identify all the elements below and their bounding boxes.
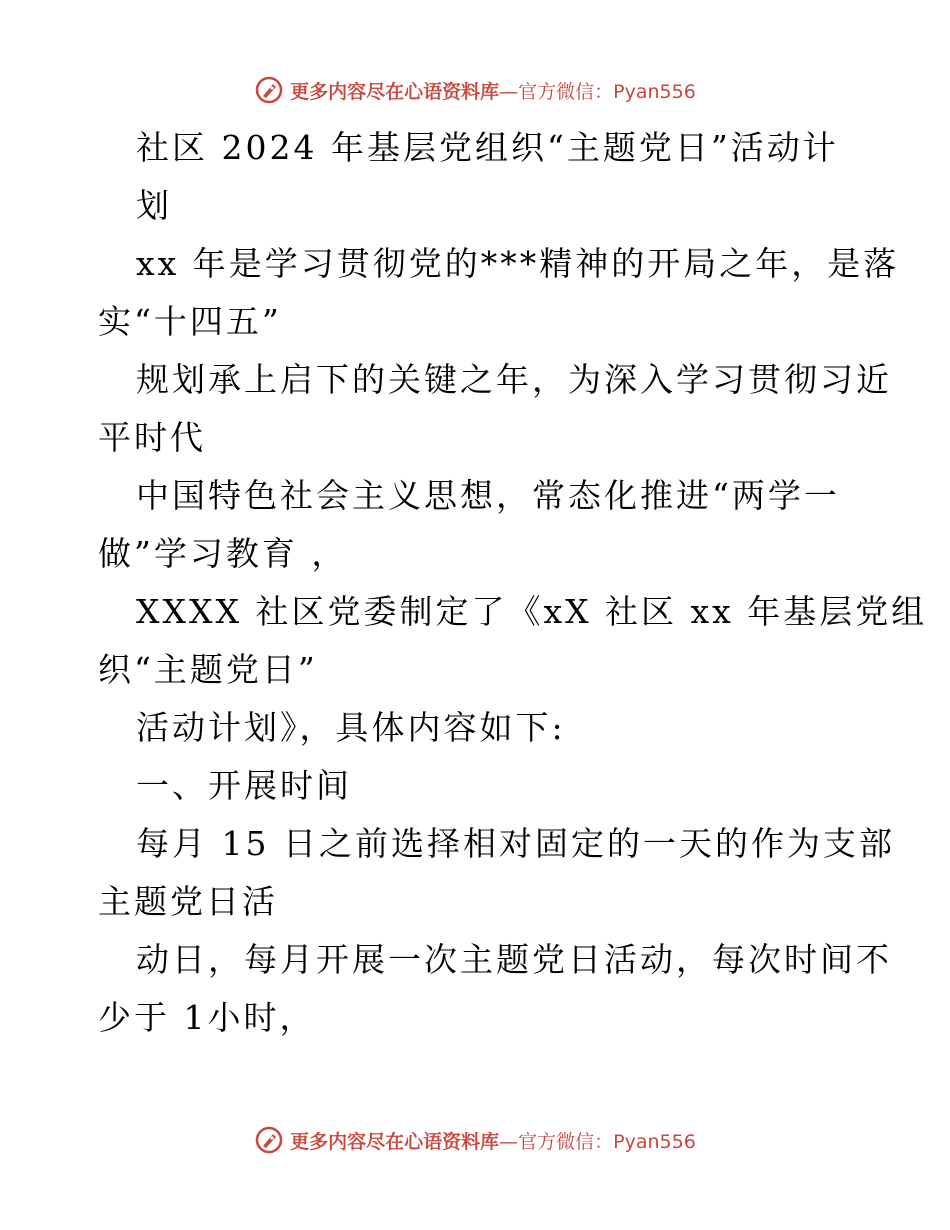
watermark-wechat: 官方微信：Pyan556	[518, 80, 696, 103]
footer-watermark	[0, 1120, 950, 1160]
document-line: 活动计划》，具体内容如下:	[136, 708, 566, 747]
document-line: XXXX 社区党委制定了《xX 社区 xx 年基层党组	[136, 592, 928, 631]
pen-nib-circle-icon	[254, 75, 284, 105]
document-line: 做”学习教育 ，	[98, 534, 348, 573]
watermark-wechat: 官方微信：Pyan556	[518, 1130, 696, 1153]
watermark-separator: —	[499, 80, 519, 103]
watermark-site: 更多内容尽在心语资料库	[290, 1130, 500, 1153]
watermark-separator: —	[499, 1130, 519, 1153]
document-line: 主题党日活	[98, 882, 278, 921]
document-line: 少于 1小时，	[98, 998, 316, 1037]
document-line: 划	[136, 186, 172, 225]
document-line: xx 年是学习贯彻党的***精神的开局之年，是落	[136, 244, 900, 283]
document-line: 动日，每月开展一次主题党日活动，每次时间不	[136, 940, 892, 979]
document-line: 每月 15 日之前选择相对固定的一天的作为支部	[136, 824, 895, 863]
document-line: 一、开展时间	[136, 766, 352, 805]
document-line: 平时代	[98, 418, 206, 457]
document-line: 织“主题党日”	[98, 650, 318, 689]
document-line: 实“十四五”	[98, 302, 282, 341]
watermark-site: 更多内容尽在心语资料库	[290, 80, 500, 103]
document-line: 规划承上启下的关键之年，为深入学习贯彻习近	[136, 360, 892, 399]
header-watermark	[0, 70, 950, 110]
watermark-text	[290, 1127, 696, 1154]
document-body	[98, 119, 928, 1047]
document-line: 社区 2024 年基层党组织“主题党日”活动计	[136, 128, 839, 167]
pen-nib-circle-icon	[254, 1125, 284, 1155]
document-line: 中国特色社会主义思想，常态化推进“两学一	[136, 476, 840, 515]
watermark-text	[290, 77, 696, 104]
